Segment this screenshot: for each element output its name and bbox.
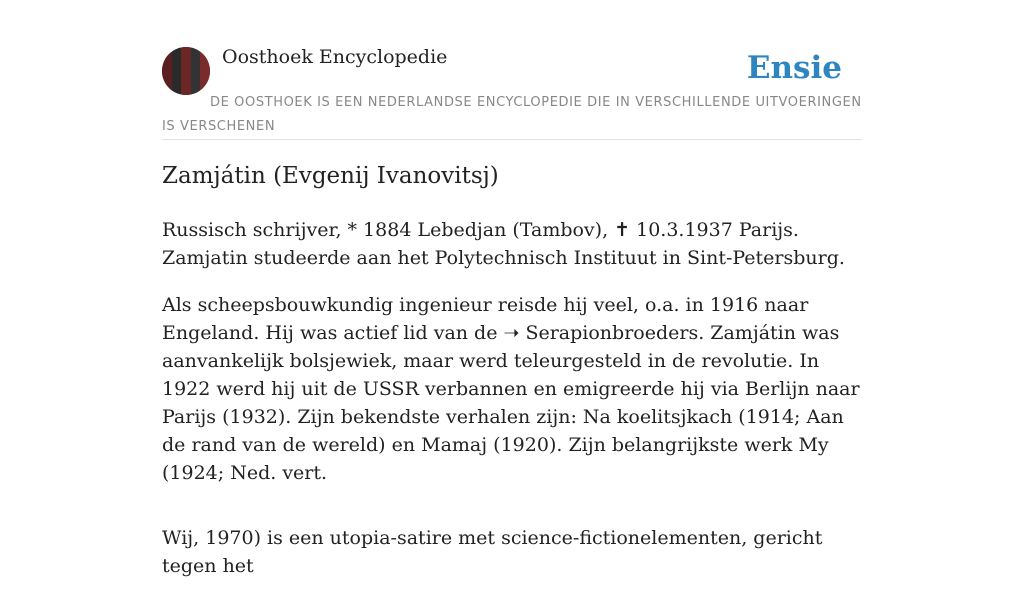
book-spine-icon <box>172 47 181 95</box>
site-tagline: DE OOSTHOEK IS EEN NEDERLANDSE ENCYCLOPEDIE DIE IN VERSCHILLENDE UITVOERINGEN IS VERSCHENEN <box>162 95 862 134</box>
article-paragraph: Als scheepsbouwkundig ingenieur reisde hij veel, o.a. in 1916 naar Engeland. Hij was actief lid van de ➝ Serapionbroeders. Zamjátin was aanvankelijk bolsjewiek, maar werd teleurgesteld in de revolutie. In 1922 werd hij uit de USSR verbannen en emigreerde hij via Berlijn naar Parijs (1932). Zijn bekendste verhalen zijn: Na koelitsjkach (1914; Aan de rand van de wereld) en Mamaj (1920). Zijn belangrijkste werk My (1924; Ned. vert. <box>162 294 860 484</box>
article-body <box>162 216 862 599</box>
site-title[interactable]: Oosthoek Encyclopedie <box>222 46 448 68</box>
book-spine-icon <box>191 47 200 95</box>
article-title: Zamjátin (Evgenij Ivanovitsj) <box>162 163 499 189</box>
book-spine-icon <box>162 47 172 95</box>
header-divider <box>162 139 862 140</box>
book-spine-icon <box>181 47 191 95</box>
book-spine-icon <box>200 47 210 95</box>
brand-logo[interactable]: Ensie <box>746 50 842 86</box>
article-paragraph: Russisch schrijver, * 1884 Lebedjan (Tambov), ✝ 10.3.1937 Parijs. Zamjatin studeerde aan het Polytechnisch Instituut in Sint-Petersburg. <box>162 219 845 269</box>
article-paragraph: Wij, 1970) is een utopia-satire met science-fictionelementen, gericht tegen het <box>162 527 823 577</box>
avatar[interactable] <box>162 47 210 95</box>
